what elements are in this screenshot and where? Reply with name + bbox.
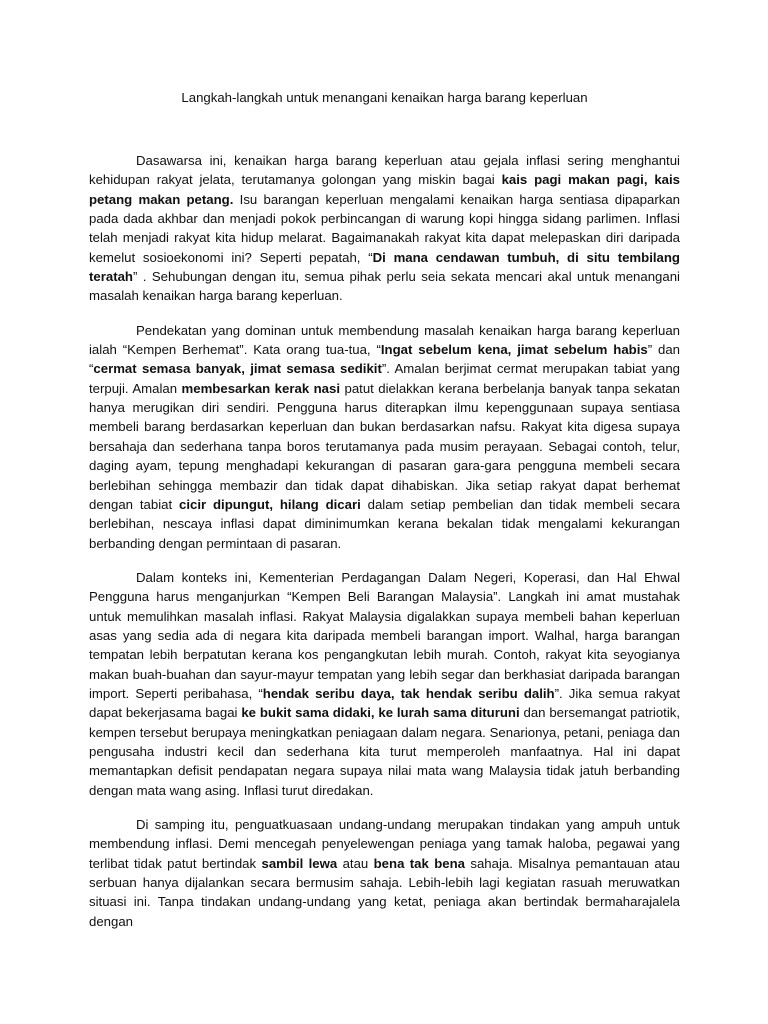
paragraph-3 [89, 568, 680, 800]
text-run: sahaja. Misalnya pemantauan atau serbuan hanya dijalankan secara bermusim sahaja. Lebih-lebih lagi kegiatan rasuah meruwatkan situasi ini. Tanpa tindakan undang-undang yang ketat, peniaga akan bertindak bermaharajalela dengan [89, 855, 680, 929]
bold-phrase: hendak seribu daya, tak hendak seribu dalih [262, 685, 555, 701]
text-run: Isu barangan keperluan mengalami kenaikan harga sentiasa dipaparkan pada dada akhbar dan menjadi pokok perbincangan di warung kopi hingga sidang parlimen. Inflasi telah menjadi rakyat kita hidup melarat. Bagaimanakah rakyat kita dapat melepaskan diri daripada kemelut sosioekonomi ini? Seperti pepatah, “ [89, 191, 681, 265]
text-run: Dalam konteks ini, Kementerian Perdagangan Dalam Negeri, Koperasi, dan Hal Ehwal Pengguna harus menganjurkan “Kempen Beli Barangan Malaysia”. Langkah ini amat mustahak untuk memulihkan masalah inflasi. Rakyat Malaysia digalakkan supaya membeli bahan keperluan asas yang sedia ada di negara kita daripada membeli barangan import. Walhal, harga barangan tempatan lebih berpatutan kerana kos pengangkutan lebih murah. Contoh, rakyat kita seyogianya makan buah-buahan dan sayur-mayur tempatan yang lebih segar dan berkhasiat daripada barangan import. Seperti peribahasa, “ [89, 569, 680, 701]
bold-phrase: kais pagi makan pagi, kais petang makan petang. [89, 172, 680, 207]
text-run: ” dan “ [89, 342, 680, 377]
text-run: dalam setiap pembelian dan tidak membeli secara berlebihan, nescaya inflasi dapat diminimumkan kerana bekalan tidak mengalami kekurangan berbanding dengan permintaan di pasaran. [89, 496, 680, 551]
bold-phrase: Ingat sebelum kena, jimat sebelum habis [380, 342, 648, 358]
bold-phrase: cicir dipungut, hilang dicari [178, 496, 361, 512]
text-run: patut dielakkan kerana berbelanja banyak tanpa sekatan hanya merugikan diri sendiri. Pengguna harus diterapkan ilmu kepenggunaan supaya sentiasa membeli barang berdasarkan keperluan dan bukan berdasarkan nafsu. Rakyat kita digesa supaya bersahaja dan sederhana tanpa boros terutamanya pada musim perayaan. Sebagai contoh, telur, daging ayam, tepung menghadapi kekurangan di pasaran gara-gara pengguna membeli secara berlebihan sehingga membazir dan tidak dapat dihabiskan. Jika setiap rakyat dapat berhemat dengan tabiat [89, 380, 680, 512]
text-run: dan bersemangat patriotik, kempen tersebut berupaya meningkatkan peniagaan dalam negara. Senarionya, petani, peniaga dan pengusaha industri kecil dan sederhana kita turut memperoleh manfaatnya. Hal ini dapat memantapkan defisit pendapatan negara supaya nilai mata wang Malaysia tidak jatuh berbanding dengan mata wang asing. Inflasi turut diredakan. [89, 705, 681, 798]
text-run: ” . Sehubungan dengan itu, semua pihak perlu seia sekata mencari akal untuk menangani masalah kenaikan harga barang keperluan. [89, 269, 680, 304]
bold-phrase: Di mana cendawan tumbuh, di situ tembilang teratah [89, 249, 680, 285]
text-run: ”. Jika semua rakyat dapat bekerjasama bagai [89, 685, 681, 721]
text-run: Pendekatan yang dominan untuk membendung masalah kenaikan harga barang keperluan ialah “Kempen Berhemat”. Kata orang tua-tua, “ [89, 322, 680, 358]
document-title: Langkah-langkah untuk menangani kenaikan harga barang keperluan [181, 90, 588, 105]
text-run: atau [337, 855, 374, 871]
bold-phrase: bena tak bena [373, 855, 465, 871]
paragraph-4 [89, 815, 680, 931]
bold-phrase: membesarkan kerak nasi [181, 380, 341, 396]
document-body [89, 151, 680, 931]
text-run: Di samping itu, penguatkuasaan undang-undang merupakan tindakan yang ampuh untuk membendung inflasi. Demi mencegah penyelewengan peniaga yang tamak haloba, pegawai yang terlibat tidak patut bertindak [89, 817, 680, 871]
paragraph-2 [89, 321, 680, 553]
bold-phrase: cermat semasa banyak, jimat semasa sedikit [93, 361, 382, 377]
text-run: ”. Amalan berjimat cermat merupakan tabiat yang terpuji. Amalan [89, 361, 680, 396]
bold-phrase: ke bukit sama didaki, ke lurah sama dituruni [241, 705, 520, 721]
text-run: Dasawarsa ini, kenaikan harga barang keperluan atau gejala inflasi sering menghantui kehidupan rakyat jelata, terutamanya golongan yang miskin bagai [89, 153, 680, 188]
bold-phrase: sambil lewa [261, 855, 338, 871]
paragraph-1 [89, 151, 680, 306]
